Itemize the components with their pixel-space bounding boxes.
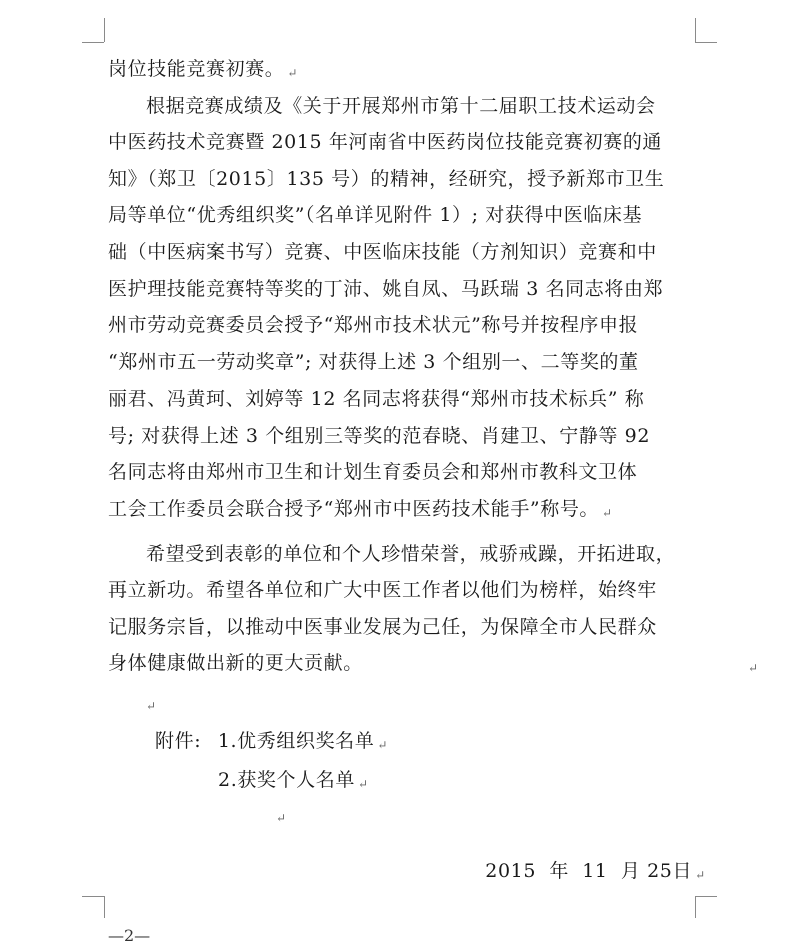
text-line: 名同志将由郑州市卫生和计划生育委员会和郑州市教科文卫体 — [108, 461, 638, 483]
paragraph-mark-icon: ↵ — [276, 811, 287, 825]
text-line: 记服务宗旨，以推动中医事业发展为己任，为保障全市人民群众 — [108, 616, 657, 638]
attachment-line — [218, 771, 369, 790]
paragraph-mark-icon: ↵ — [748, 661, 759, 675]
crop-mark-bottom-right — [695, 896, 696, 918]
crop-mark-bottom-left — [104, 896, 105, 918]
paragraph-mark-icon: ↵ — [146, 699, 157, 713]
attachment-item-1: 1.优秀组织奖名单 — [217, 730, 375, 752]
crop-mark-bottom-right — [695, 896, 717, 897]
text-line: 医护理技能竞赛特等奖的丁沛、姚自凤、马跃瑞 3 名同志将由郑 — [108, 278, 664, 300]
paragraph-mark-icon: ↵ — [695, 868, 706, 882]
attachment-line — [155, 732, 388, 751]
text-line: 工会工作委员会联合授予“郑州市中医药技术能手”称号。 ↵ — [108, 498, 613, 520]
crop-mark-top-left — [104, 18, 105, 42]
text-line: 础（中医病案书写）竞赛、中医临床技能（方剂知识）竞赛和中 — [108, 241, 657, 263]
paragraph-mark-icon: ↵ — [377, 738, 389, 752]
document-date: 2015 年 11 月 25日 — [485, 860, 693, 882]
paragraph-mark-icon: ↵ — [602, 506, 613, 520]
paragraph-mark-icon: ↵ — [287, 66, 299, 80]
crop-mark-bottom-left — [82, 896, 104, 897]
text-line: 知》（郑卫〔2015〕135 号）的精神，经研究，授予新郑市卫生 — [108, 168, 665, 190]
date-line — [472, 843, 706, 881]
text-line: 中医药技术竞赛暨 2015 年河南省中医药岗位技能竞赛初赛的通 — [108, 131, 663, 153]
text-line: 根据竞赛成绩及《关于开展郑州市第十二届职工技术运动会 — [146, 95, 656, 117]
text-line: 号; 对获得上述 3 个组别三等奖的范春晓、肖建卫、宁静等 92 — [108, 425, 651, 447]
text-line: 身体健康做出新的更大贡献。 — [108, 652, 363, 674]
crop-mark-top-right — [695, 42, 717, 43]
text-line: 再立新功。希望各单位和广大中医工作者以他们为榜样，始终牢 — [108, 579, 657, 601]
text-line: 州市劳动竞赛委员会授予“郑州市技术状元”称号并按程序申报 — [108, 314, 639, 336]
page-number: —2— — [108, 926, 151, 945]
text-line: 希望受到表彰的单位和个人珍惜荣誉，戒骄戒躁，开拓进取， — [146, 543, 676, 565]
attachment-item-2: 2.获奖个人名单 — [218, 769, 355, 791]
attachment-label: 附件: — [155, 730, 202, 752]
crop-mark-top-right — [695, 18, 696, 42]
text-line: 丽君、冯黄珂、刘婷等 12 名同志将获得“郑州市技术标兵” 称 — [108, 388, 645, 410]
text-line: “郑州市五一劳动奖章”; 对获得上述 3 个组别一、二等奖的董 — [108, 351, 639, 373]
text-line: 局等单位“优秀组织奖”（名单详见附件 1）; 对获得中医临床基 — [108, 204, 643, 226]
crop-mark-top-left — [82, 42, 104, 43]
text-line: 岗位技能竞赛初赛。 ↵ — [108, 58, 299, 80]
paragraph-mark-icon: ↵ — [357, 777, 369, 791]
